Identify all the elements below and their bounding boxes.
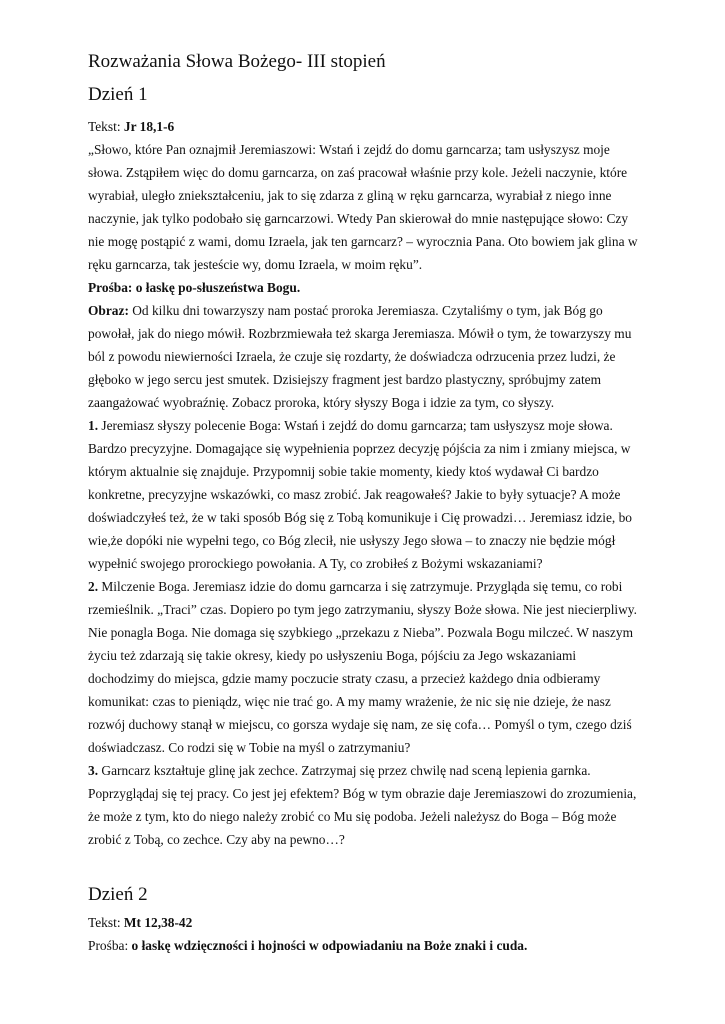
- day-2-heading: Dzień 2: [88, 884, 148, 905]
- prosba-label: Prośba:: [88, 938, 132, 953]
- obraz-label: Obraz:: [88, 303, 129, 318]
- obraz-text: Od kilku dni towarzyszy nam postać proroka Jeremiasza. Czytaliśmy o tym, jak Bóg go powołał, jak do niego mówił. Rozbrzmiewała też skarga Jeremiasza. Mówił o tym, że towarzyszy mu ból z powodu niewierności Izraela, że czuje się rozdarty, że doświadcza odrzucenia przez ludzi, że głęboko w jego sercu jest smutek. Dzisiejszy fragment jest bardzo plastyczny, spróbujmy zatem zaangażować wyobraźnię. Zobacz proroka, który słyszy Boga i idzie za tym, co słyszy.: [88, 303, 632, 410]
- day-1-heading: Dzień 1: [88, 84, 148, 105]
- document-title: Rozważania Słowa Bożego- III stopień: [88, 51, 386, 72]
- day-2-text-reference: [88, 911, 640, 934]
- obraz-paragraph: [88, 299, 640, 414]
- point-3-paragraph: [88, 759, 640, 851]
- point-number: 1.: [88, 418, 99, 433]
- day-1-prosba: [88, 276, 640, 299]
- text-label: Tekst:: [88, 119, 124, 134]
- scripture-reference: Jr 18,1-6: [123, 119, 175, 134]
- text-label: Tekst:: [88, 915, 124, 930]
- scripture-quote: „Słowo, które Pan oznajmił Jeremiaszowi: Wstań i zejdź do domu garncarza; tam usłyszysz moje słowa. Zstąpiłem więc do domu garncarza, on zaś pracował właśnie przy kole. Jeżeli naczynie, które wyrabiał, uległo zniekształceniu, jak to się zdarza z gliną w ręku garncarza, wyrabiał z niego inne naczynie, jak tylko podobało się garncarzowi. Wtedy Pan skierował do mnie następujące słowo: Czy nie mogę postąpić z wami, domu Izraela, jak ten garncarz? – wyrocznia Pana. Oto bowiem jak glina w ręku garncarza, tak jesteście wy, domu Izraela, w moim ręku”.: [88, 142, 638, 272]
- prosba-text: o łaskę wdzięczności i hojności w odpowiadaniu na Boże znaki i cuda.: [131, 938, 528, 953]
- point-number: 3.: [88, 763, 99, 778]
- prosba-text: Prośba: o łaskę po-słuszeństwa Bogu.: [88, 280, 301, 295]
- point-text: Jeremiasz słyszy polecenie Boga: Wstań i zejdź do domu garncarza; tam usłyszysz moje słowa. Bardzo precyzyjne. Domagające się wypełnienia poprzez decyzję pójścia za nim i zmiany miejsca, w którym aktualnie się znajduje. Przypomnij sobie takie momenty, kiedy ktoś wydawał Ci bardzo konkretne, precyzyjne wskazówki, co masz zrobić. Jak reagowałeś? Jakie to były sytuacje? A może doświadczyłeś też, że w taki sposób Bóg się z Tobą komunikuje i Cię prowadzi… Jeremiasz idzie, bo wie,że dopóki nie wypełni tego, co Bóg zlecił, nie usłyszy Jego słowa – to znaczy nie będzie mógł wypełnić swojego prorockiego powołania. A Ty, co zrobiłeś z Bożymi wskazaniami?: [88, 418, 632, 571]
- point-text: Garncarz kształtuje glinę jak zechce. Zatrzymaj się przez chwilę nad sceną lepienia garnka. Poprzyglądaj się tej pracy. Co jest jej efektem? Bóg w tym obrazie daje Jeremiaszowi do zrozumienia, że może z tym, kto do niego należy zrobić co Mu się podoba. Jeżeli należysz do Boga – Bóg może zrobić z Tobą, co zechce. Czy aby na pewno…?: [88, 763, 637, 847]
- scripture-reference: Mt 12,38-42: [123, 915, 193, 930]
- point-2-paragraph: [88, 575, 640, 759]
- day-2-prosba: [88, 934, 640, 957]
- day-1-text-reference: [88, 115, 640, 138]
- point-1-paragraph: [88, 414, 640, 575]
- point-text: Milczenie Boga. Jeremiasz idzie do domu garncarza i się zatrzymuje. Przygląda się temu, co robi rzemieślnik. „Traci” czas. Dopiero po tym jego zatrzymaniu, słyszy Boże słowa. Nie jest niecierpliwy. Nie ponagla Boga. Nie domaga się szybkiego „przekazu z Nieba”. Pozwala Bogu milczeć. W naszym życiu też zdarzają się takie okresy, kiedy po usłyszeniu Boga, pójściu za Jego wskazaniami dochodzimy do miejsca, gdzie mamy poczucie straty czasu, a przecież każdego dnia odbieramy komunikat: czas to pieniądz, więc nie trać go. A my mamy wrażenie, że nic się nie dzieje, że nasz rozwój duchowy stanął w miejscu, co gorsza wydaje się nam, ze się cofa… Pomyśl o tym, czego dziś doświadczasz. Co rodzi się w Tobie na myśl o zatrzymaniu?: [88, 579, 637, 755]
- point-number: 2.: [88, 579, 99, 594]
- document-page: [88, 50, 640, 957]
